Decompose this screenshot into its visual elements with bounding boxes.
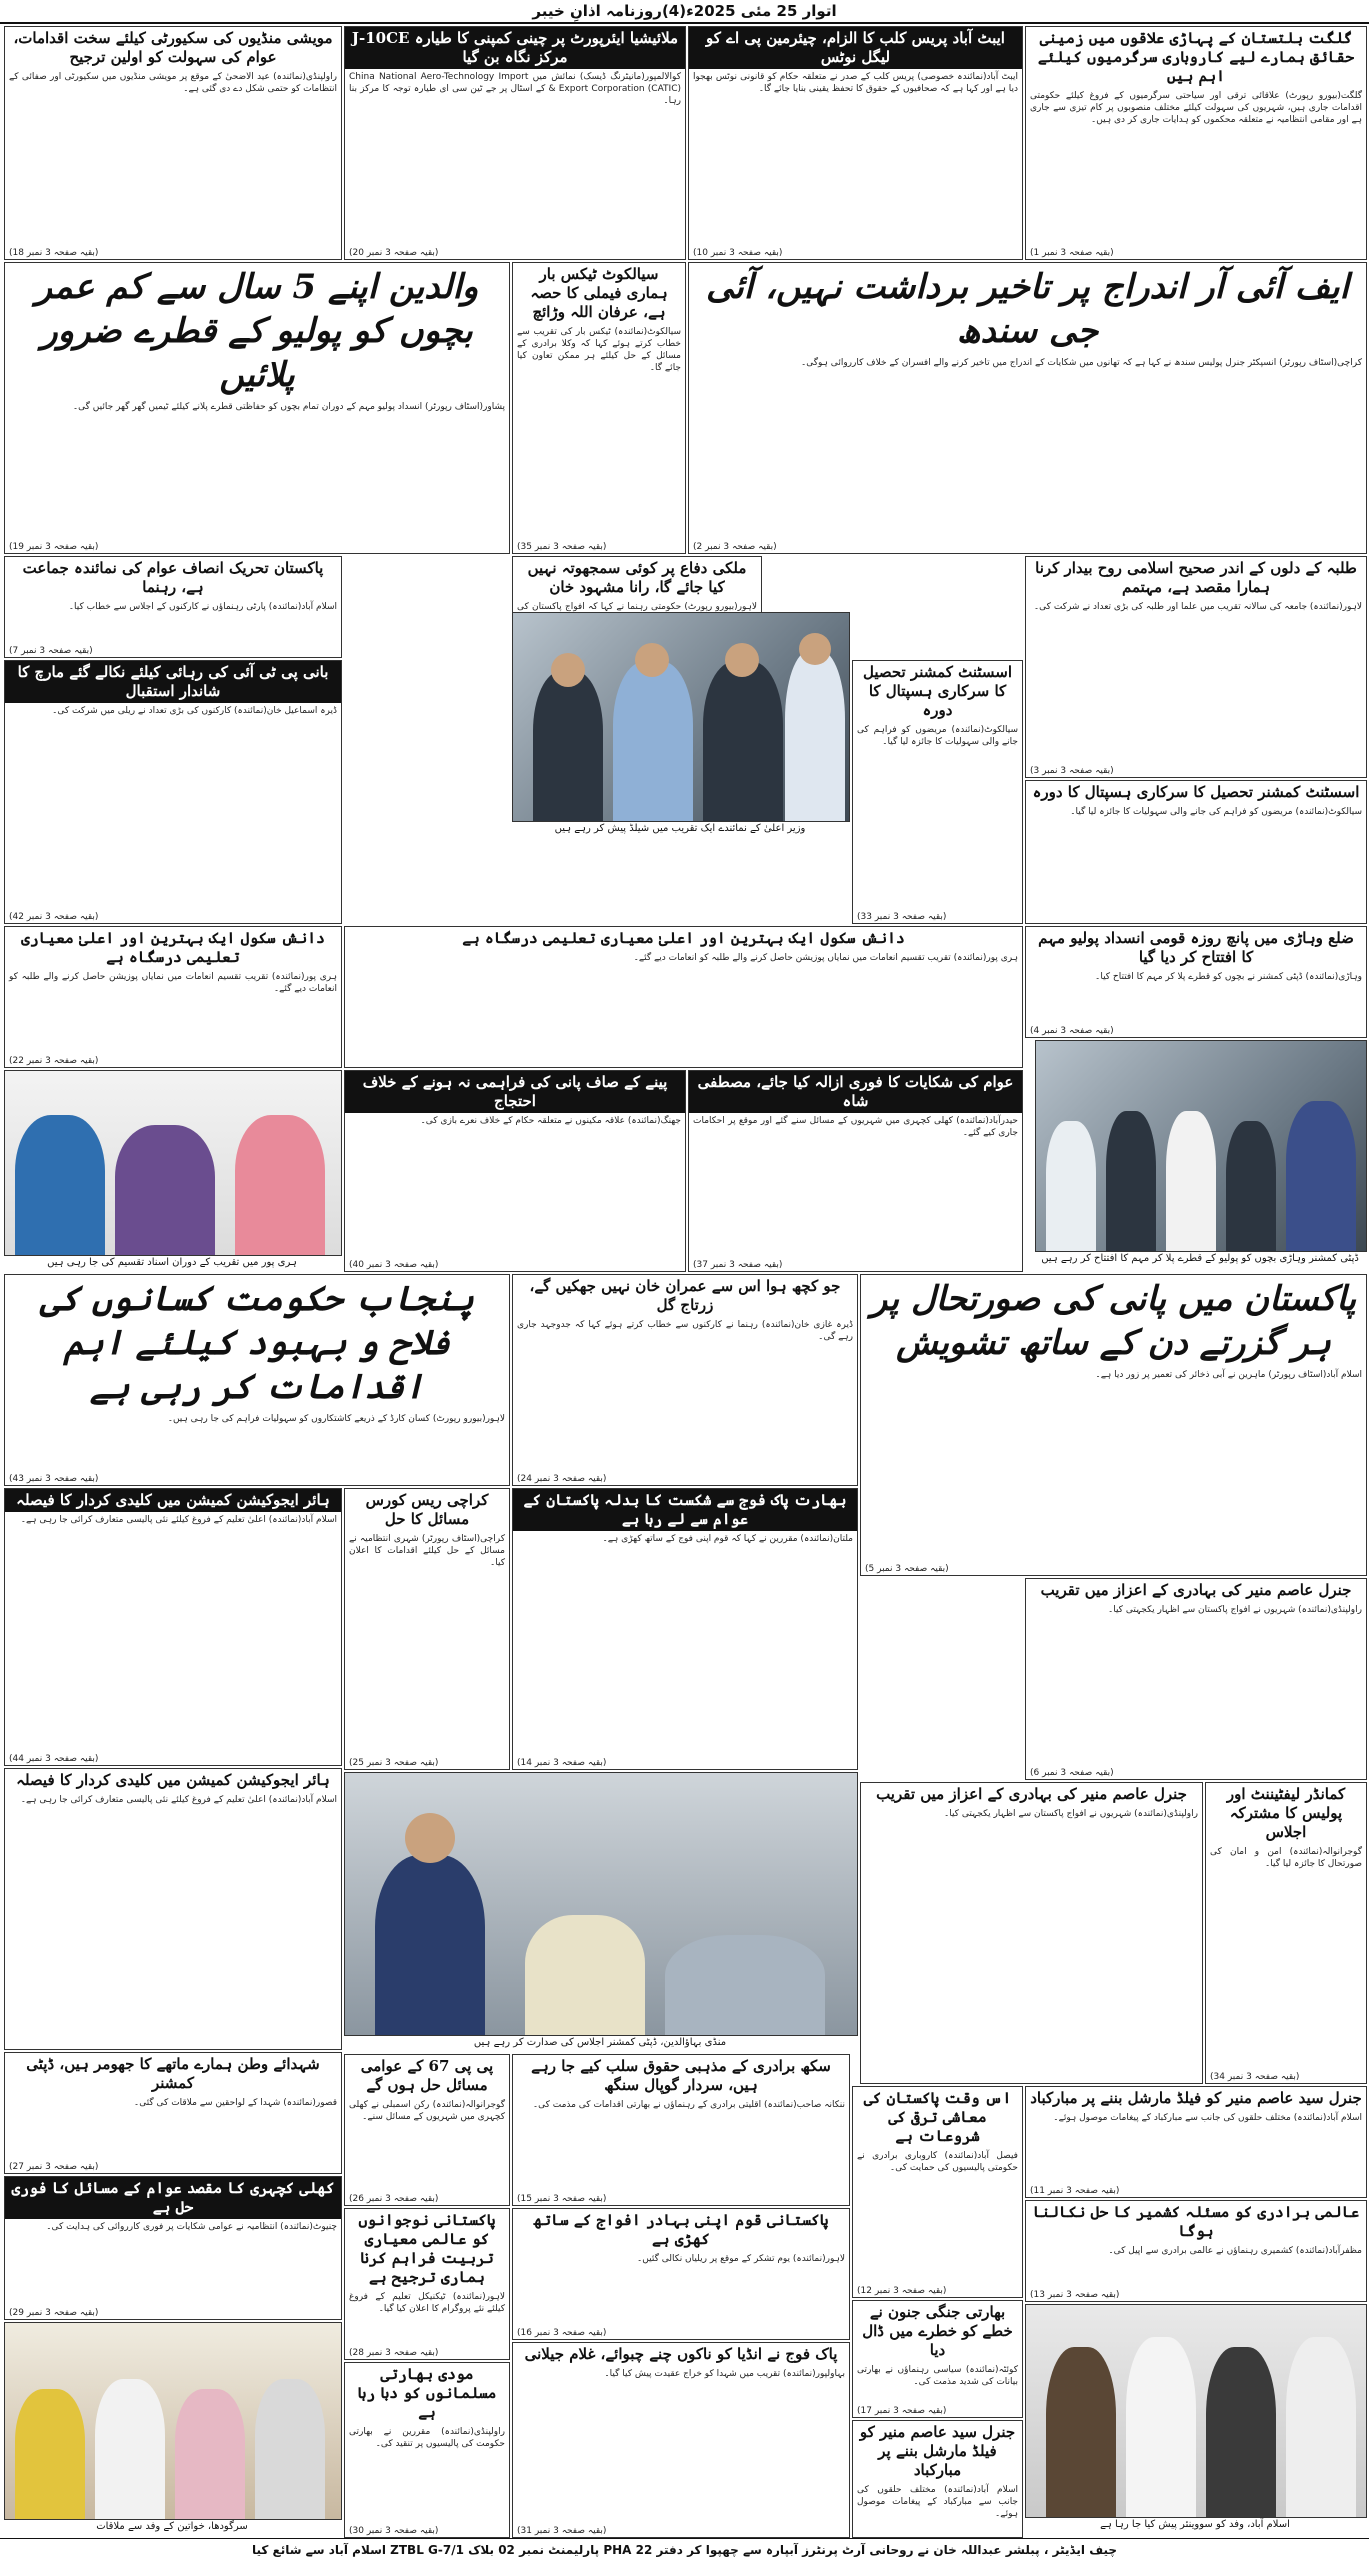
imprint-footer: چیف ایڈیٹر ، پبلشر عبداللہ خان نے روحانی آرٹ پرنٹرز آبپارہ سے چھپوا کر دفتر PHA 22 پارلیمنٹ نمبر 02 بلاک ZTBL G-7/1 اسلام آباد سے شائع کیا: [251, 2543, 1118, 2557]
article-body: کراچی(اسٹاف رپورٹر) انسپکٹر جنرل پولیس سندھ نے کہا ہے کہ تھانوں میں شکایات کے اندراج میں تاخیر کرنے والے افسران کے خلاف کارروائی ہوگی۔: [800, 358, 1362, 368]
article-a8: [1025, 556, 1367, 778]
article-a7: [4, 262, 510, 554]
article-a5: [688, 262, 1367, 554]
photo-award-ceremony: [512, 612, 850, 822]
masthead: [0, 0, 1369, 22]
headline: جنرل عاصم منیر کی بہادری کے اعزاز میں تقریب: [1040, 1581, 1352, 1599]
headline: جو کچھ ہوا اس سے عمران خان نہیں جھکیں گے، زرتاج گل: [529, 1277, 841, 1314]
article-mid-strip: [344, 926, 1023, 1068]
person-figure: [1046, 2347, 1116, 2517]
article-body: اسلام آباد(نمائندہ) اعلیٰ تعلیم کے فروغ کیلئے نئی پالیسی متعارف کرائی جا رہی ہے۔: [20, 1515, 337, 1525]
headline: پاکستان تحریک انصاف عوام کی نمائندہ جماعت ہے، رہنما: [22, 559, 324, 596]
masthead-rule: [0, 22, 1369, 24]
article-body: اسلام آباد(نمائندہ) اعلیٰ تعلیم کے فروغ کیلئے نئی پالیسی متعارف کرائی جا رہی ہے۔: [20, 1795, 337, 1805]
article-body: وہاڑی(نمائندہ) ڈپٹی کمشنر نے بچوں کو قطرے پلا کر مہم کا افتتاح کیا۔: [1095, 972, 1362, 982]
photo-caption: ہری پور میں تقریب کے دوران اسناد تقسیم کی جا رہی ہیں: [47, 1257, 297, 1268]
person-head: [405, 1813, 455, 1863]
continued-note: (بقیہ صفحہ 3 نمبر 16): [517, 2328, 607, 2338]
article-body: پشاور(اسٹاف رپورٹر) انسداد پولیو مہم کے دوران تمام بچوں کو حفاظتی قطرے پلانے کیلئے ٹیمیں گھر گھر جائیں گی۔: [72, 402, 505, 412]
person-figure: [95, 2379, 165, 2519]
article-a19: [4, 1274, 510, 1486]
person-figure: [1166, 1111, 1216, 1251]
headline: ایبٹ آباد پریس کلب کا الزام، چیئرمین پی اے کو لیگل نوٹس: [689, 27, 1022, 69]
photo-certificate: [4, 1070, 342, 1256]
article-a35: [344, 2208, 510, 2360]
article-body: مظفرآباد(نمائندہ) کشمیری رہنماؤں نے عالمی برادری سے اپیل کی۔: [1108, 2246, 1362, 2256]
photo-caption: سرگودھا، خواتین کے وفد سے ملاقات: [96, 2521, 248, 2532]
article-a29b: [852, 2420, 1023, 2538]
article-a18: [512, 1274, 858, 1486]
person-head: [551, 653, 585, 687]
article-body: راولپنڈی(نمائندہ) عید الاضحیٰ کے موقع پر مویشی منڈیوں میں سکیورٹی اور صفائی کے انتظامات کو حتمی شکل دے دی گئی ہے۔: [9, 72, 337, 94]
headline: طلبہ کے دلوں کے اندر صحیح اسلامی روح بیدار کرنا ہمارا مقصد ہے، مہتمم: [1035, 559, 1357, 596]
headline: پاکستان میں پانی کی صورتحال پر ہر گزرتے دن کے ساتھ تشویش: [870, 1279, 1357, 1363]
article-body: ہری پور(نمائندہ) تقریب تقسیم انعامات میں نمایاں پوزیشن حاصل کرنے والے طلبہ کو انعامات دیے گئے۔: [633, 953, 1018, 963]
article-body: گوجرانوالہ(نمائندہ) رکن اسمبلی نے کھلی کچہری میں شہریوں کے مسائل سنے۔: [349, 2100, 505, 2122]
person-figure: [115, 1125, 215, 1255]
article-a1: [1025, 26, 1367, 260]
article-body: سیالکوٹ(نمائندہ) مریضوں کو فراہم کی جانے والی سہولیات کا جائزہ لیا گیا۔: [857, 725, 1018, 747]
article-body: لاہور(نمائندہ) ٹیکنیکل تعلیم کے فروغ کیلئے نئے پروگرام کا اعلان کیا گیا۔: [349, 2292, 505, 2314]
article-a24: [1205, 1782, 1367, 2084]
headline: پی پی 67 کے عوامی مسائل حل ہوں گے: [360, 2057, 494, 2094]
article-a25: [512, 2054, 850, 2206]
headline: گلگت بلتستان کے پہاڑی علاقوں میں زمینی حقائق ہمارے لیے کاروباری سرگرمیوں کیلئے اہم ہیں: [1037, 29, 1355, 85]
article-body: فیصل آباد(نمائندہ) کاروباری برادری نے حکومتی پالیسیوں کی حمایت کی۔: [857, 2151, 1018, 2173]
headline: ضلع وہاڑی میں پانچ روزہ قومی انسداد پولیو مہم کا افتتاح کر دیا گیا: [1038, 929, 1354, 966]
headline: اسسٹنٹ کمشنر تحصیل کا سرکاری ہسپتال کا دورہ: [1032, 783, 1360, 801]
person-head: [725, 643, 759, 677]
article-a11: [4, 660, 342, 924]
photo-caption: ڈپٹی کمشنر وہاڑی بچوں کو پولیو کے قطرے پلا کر مہم کا افتتاح کر رہے ہیں: [1041, 1253, 1359, 1264]
continued-note: (بقیہ صفحہ 3 نمبر 5): [865, 1564, 949, 1574]
masthead-title: اتوار 25 مئی 2025ء(4)روزنامہ اذانِ خیبر: [532, 2, 837, 20]
article-body: راولپنڈی(نمائندہ) مقررین نے بھارتی حکومت کی پالیسیوں پر تنقید کی۔: [349, 2427, 505, 2449]
table-figure: [665, 1935, 825, 2035]
article-a23b: [4, 1768, 342, 2050]
article-body: ملتان(نمائندہ) مقررین نے کہا کہ قوم اپنی فوج کے ساتھ کھڑی ہے۔: [602, 1534, 853, 1544]
article-a29: [1025, 2086, 1367, 2198]
photo-women-delegation: [4, 2322, 342, 2520]
person-figure: [1286, 1101, 1356, 1251]
person-figure: [703, 661, 783, 821]
article-body: لاہور(بیورو رپورٹ) کسان کارڈ کے ذریعے کاشتکاروں کو سہولیات فراہم کی جا رہی ہیں۔: [167, 1414, 505, 1424]
continued-note: (بقیہ صفحہ 3 نمبر 43): [9, 1474, 99, 1484]
headline: پاکستانی قوم اپنی بہادر افواج کے ساتھ کھڑی ہے: [533, 2211, 829, 2248]
person-figure: [255, 2379, 325, 2519]
article-a36: [344, 2362, 510, 2538]
headline: کھلی کچہری کا مقصد عوام کے مسائل کا فوری حل ہے: [5, 2177, 341, 2219]
article-body: اسلام آباد(نمائندہ) مختلف حلقوں کی جانب سے مبارکباد کے پیغامات موصول ہوئے۔: [857, 2485, 1018, 2519]
article-a32: [1025, 2200, 1367, 2302]
continued-note: (بقیہ صفحہ 3 نمبر 1): [1030, 248, 1114, 258]
photo-caption: منڈی بہاؤالدین، ڈپٹی کمشنر اجلاس کی صدارت کر رہے ہیں: [473, 2037, 727, 2048]
headline: پاک فوج نے انڈیا کو ناکوں چنے چبوائے، غلام جیلانی: [524, 2345, 838, 2363]
continued-note: (بقیہ صفحہ 3 نمبر 34): [1210, 2072, 1300, 2082]
article-a21: [512, 1488, 858, 1770]
continued-note: (بقیہ صفحہ 3 نمبر 19): [9, 542, 99, 552]
headline: ملائیشیا ایئرپورٹ پر چینی کمپنی کا طیارہ J-10CE مرکز نگاہ بن گیا: [345, 27, 685, 69]
article-body: راولپنڈی(نمائندہ) شہریوں نے افواج پاکستان سے اظہار یکجہتی کیا۔: [943, 1809, 1198, 1819]
person-figure: [613, 661, 693, 821]
article-a10: [4, 556, 342, 658]
headline: ملکی دفاع پر کوئی سمجھوتہ نہیں کیا جائے گا، رانا مشہود خان: [527, 559, 747, 596]
article-a20: [1025, 1578, 1367, 1780]
article-a17: [860, 1274, 1367, 1576]
continued-note: (بقیہ صفحہ 3 نمبر 2): [693, 542, 777, 552]
article-a30: [512, 2342, 850, 2538]
headline: والدین اپنے 5 سال سے کم عمر بچوں کو پولیو کے قطرے ضرور پلائیں: [35, 267, 479, 395]
continued-note: (بقیہ صفحہ 3 نمبر 4): [1030, 1026, 1114, 1036]
article-a16: [344, 1070, 686, 1272]
person-figure: [15, 1115, 105, 1255]
person-figure: [1046, 1121, 1096, 1251]
article-a15: [688, 1070, 1023, 1272]
headline: جنرل سید عاصم منیر کو فیلڈ مارشل بننے پر مبارکباد: [1030, 2089, 1362, 2107]
article-a23: [4, 1488, 342, 1766]
continued-note: (بقیہ صفحہ 3 نمبر 14): [517, 1758, 607, 1768]
article-a12: [1025, 780, 1367, 924]
article-body: اسلام آباد(نمائندہ) مختلف حلقوں کی جانب سے مبارکباد کے پیغامات موصول ہوئے۔: [1053, 2113, 1362, 2123]
headline: ہائر ایجوکیشن کمیشن میں کلیدی کردار کا فیصلہ: [5, 1489, 341, 1512]
headline: بھارتی جنگی جنون نے خطے کو خطرے میں ڈال دیا: [862, 2303, 1013, 2359]
headline: شہدائے وطن ہمارے ماتھے کا جھومر ہیں، ڈپٹی کمشنر: [26, 2055, 320, 2092]
continued-note: (بقیہ صفحہ 3 نمبر 33): [857, 912, 947, 922]
continued-note: (بقیہ صفحہ 3 نمبر 22): [9, 1056, 99, 1066]
article-a28: [4, 2176, 342, 2320]
photo-polio-campaign: [1035, 1040, 1367, 1252]
person-head: [799, 633, 831, 665]
headline: ایف آئی آر اندراج پر تاخیر برداشت نہیں، آئی جی سندھ: [706, 267, 1349, 351]
photo-souvenir: [1025, 2304, 1367, 2518]
continued-note: (بقیہ صفحہ 3 نمبر 26): [349, 2194, 439, 2204]
continued-note: (بقیہ صفحہ 3 نمبر 3): [1030, 766, 1114, 776]
continued-note: (بقیہ صفحہ 3 نمبر 12): [857, 2286, 947, 2296]
continued-note: (بقیہ صفحہ 3 نمبر 29): [9, 2308, 99, 2318]
person-figure: [525, 1915, 645, 2035]
article-body: جھنگ(نمائندہ) علاقہ مکینوں نے متعلقہ حکام کے خلاف نعرے بازی کی۔: [420, 1116, 681, 1126]
article-a31: [852, 2086, 1023, 2298]
photo-meeting: [344, 1772, 858, 2036]
article-a27: [4, 2052, 342, 2174]
headline: کمانڈر لیفٹیننٹ اور پولیس کا مشترکہ اجلاس: [1226, 1785, 1346, 1841]
headline: اسسٹنٹ کمشنر تحصیل کا سرکاری ہسپتال کا دورہ: [862, 663, 1013, 719]
article-body: لاہور(بیورو رپورٹ) حکومتی رہنما نے کہا کہ افواج پاکستان کی: [517, 602, 757, 612]
article-body: ہری پور(نمائندہ) تقریب تقسیم انعامات میں نمایاں پوزیشن حاصل کرنے والے طلبہ کو انعامات دیے گئے۔: [9, 972, 337, 994]
continued-note: (بقیہ صفحہ 3 نمبر 6): [1030, 1768, 1114, 1778]
article-body: اسلام آباد(اسٹاف رپورٹر) ماہرین نے آبی ذخائر کی تعمیر پر زور دیا ہے۔: [1095, 1370, 1362, 1380]
article-body: سیالکوٹ(نمائندہ) مریضوں کو فراہم کی جانے والی سہولیات کا جائزہ لیا گیا۔: [1070, 807, 1362, 817]
photo-caption: وزیر اعلیٰ کے نمائندے ایک تقریب میں شیلڈ پیش کر رہے ہیں: [554, 823, 806, 834]
person-figure: [235, 1115, 325, 1255]
article-a13: [1025, 926, 1367, 1038]
article-body: ننکانہ صاحب(نمائندہ) اقلیتی برادری کے رہنماؤں نے بھارتی اقدامات کی مذمت کی۔: [532, 2100, 845, 2110]
photo-caption: اسلام آباد، وفد کو سووینئر پیش کیا جا رہا ہے: [1100, 2519, 1290, 2530]
article-body: کوئٹہ(نمائندہ) سیاسی رہنماؤں نے بھارتی بیانات کی شدید مذمت کی۔: [857, 2365, 1018, 2387]
article-body: اسلام آباد(نمائندہ) پارٹی رہنماؤں نے کارکنوں کے اجلاس سے خطاب کیا۔: [68, 602, 337, 612]
person-head: [635, 643, 669, 677]
article-body: کراچی(اسٹاف رپورٹر) شہری انتظامیہ نے مسائل کے حل کیلئے اقدامات کا اعلان کیا۔: [349, 1534, 505, 1568]
continued-note: (بقیہ صفحہ 3 نمبر 7): [9, 646, 93, 656]
continued-note: (بقیہ صفحہ 3 نمبر 17): [857, 2406, 947, 2416]
person-figure: [1226, 1121, 1276, 1251]
article-body: کوالالمپور(مانیٹرنگ ڈیسک) نمائش میں China National Aero-Technology Import & Export Corporation (CATIC) کے اسٹال پر جے ٹین سی ای طیارہ توجہ کا مرکز بنا رہا۔: [349, 72, 681, 106]
headline: بانی پی ٹی آئی کی رہائی کیلئے نکالے گئے مارچ کا شاندار استقبال: [5, 661, 341, 703]
article-body: گوجرانوالہ(نمائندہ) امن و امان کی صورتحال کا جائزہ لیا گیا۔: [1210, 1847, 1362, 1869]
headline: کراچی ریس کورس مسائل کا حل: [365, 1491, 489, 1528]
headline: اس وقت پاکستان کی معاشی ترقی کی شروعات ہے: [863, 2089, 1012, 2145]
headline: دانش سکول ایک بہترین اور اعلیٰ معیاری تعلیمی درسگاہ ہے: [462, 929, 905, 947]
article-body: گلگت(بیورو رپورٹ) علاقائی ترقی اور سیاحتی سرگرمیوں کے فروغ کیلئے حکومتی اقدامات جاری ہیں، شہریوں کی سہولت کیلئے مختلف منصوبوں پر کام تیزی سے جاری ہے اور مقامی انتظامیہ نے متعلقہ محکموں کو ہدایات جاری کر دی ہیں۔: [1030, 91, 1362, 125]
continued-note: (بقیہ صفحہ 3 نمبر 13): [1030, 2290, 1120, 2300]
headline: پینے کے صاف پانی کی فراہمی نہ ہونے کے خلاف احتجاج: [345, 1071, 685, 1113]
continued-note: (بقیہ صفحہ 3 نمبر 28): [349, 2348, 439, 2358]
article-a4: [4, 26, 342, 260]
headline: سیالکوٹ ٹیکس بار ہماری فیملی کا حصہ ہے، عرفان اللہ وڑائچ: [530, 265, 668, 321]
article-body: چنیوٹ(نمائندہ) انتظامیہ نے عوامی شکایات پر فوری کارروائی کی ہدایت کی۔: [46, 2222, 337, 2232]
headline: عالمی برادری کو مسئلہ کشمیر کا حل نکالنا ہوگا: [1032, 2203, 1360, 2240]
continued-note: (بقیہ صفحہ 3 نمبر 10): [693, 248, 783, 258]
article-body: حیدرآباد(نمائندہ) کھلی کچہری میں شہریوں کے مسائل سنے گئے اور موقع پر احکامات جاری کیے گئے۔: [693, 1116, 1018, 1138]
continued-note: (بقیہ صفحہ 3 نمبر 35): [517, 542, 607, 552]
article-a14: [4, 926, 342, 1068]
continued-note: (بقیہ صفحہ 3 نمبر 20): [349, 248, 439, 258]
person-figure: [785, 651, 845, 821]
article-a2: [688, 26, 1023, 260]
continued-note: (بقیہ صفحہ 3 نمبر 27): [9, 2162, 99, 2172]
headline: دانش سکول ایک بہترین اور اعلیٰ معیاری تعلیمی درسگاہ ہے: [21, 929, 325, 966]
person-figure: [175, 2389, 245, 2519]
person-figure: [1106, 1111, 1156, 1251]
article-a3: [344, 26, 686, 260]
person-figure: [1286, 2337, 1356, 2517]
article-body: ڈیرہ اسماعیل خان(نمائندہ) کارکنوں کی بڑی تعداد نے ریلی میں شرکت کی۔: [52, 706, 337, 716]
article-a6: [512, 262, 686, 554]
headline: پنجاب حکومت کسانوں کی فلاح و بہبود کیلئے اہم اقدامات کر رہی ہے: [40, 1279, 474, 1407]
headline: ہائر ایجوکیشن کمیشن میں کلیدی کردار کا فیصلہ: [16, 1771, 330, 1789]
article-a12-side: [852, 660, 1023, 924]
headline: پاکستانی نوجوانوں کو عالمی معیاری تربیت فراہم کرنا ہماری ترجیح ہے: [358, 2211, 496, 2286]
article-body: قصور(نمائندہ) شہدا کے لواحقین سے ملاقات کی گئی۔: [133, 2098, 337, 2108]
person-figure: [1206, 2347, 1276, 2517]
article-a22: [344, 1488, 510, 1770]
continued-note: (بقیہ صفحہ 3 نمبر 18): [9, 248, 99, 258]
article-body: لاہور(نمائندہ) یوم تشکر کے موقع پر ریلیاں نکالی گئیں۔: [637, 2254, 845, 2264]
continued-note: (بقیہ صفحہ 3 نمبر 40): [349, 1260, 439, 1270]
continued-note: (بقیہ صفحہ 3 نمبر 37): [693, 1260, 783, 1270]
continued-note: (بقیہ صفحہ 3 نمبر 11): [1030, 2186, 1120, 2196]
headline: مویشی منڈیوں کی سکیورٹی کیلئے سخت اقدامات، عوام کی سہولت کو اولین ترجیح: [13, 29, 333, 66]
headline: بھارت پاک فوج سے شکست کا بدلہ پاکستان کے عوام سے لے رہا ہے: [513, 1489, 857, 1531]
headline: جنرل عاصم منیر کی بہادری کے اعزاز میں تقریب: [876, 1785, 1187, 1803]
person-figure: [533, 671, 603, 821]
continued-note: (بقیہ صفحہ 3 نمبر 24): [517, 1474, 607, 1484]
person-figure: [375, 1855, 485, 2035]
article-body: لاہور(نمائندہ) جامعہ کی سالانہ تقریب میں علما اور طلبہ کی بڑی تعداد نے شرکت کی۔: [1033, 602, 1362, 612]
footer-rule: [0, 2538, 1369, 2539]
article-a34: [344, 2054, 510, 2206]
continued-note: (بقیہ صفحہ 3 نمبر 42): [9, 912, 99, 922]
article-body: راولپنڈی(نمائندہ) شہریوں نے افواج پاکستان سے اظہار یکجہتی کیا۔: [1107, 1605, 1362, 1615]
headline: سکھ برادری کے مذہبی حقوق سلب کیے جا رہے ہیں، سردار گوپال سنگھ: [531, 2057, 831, 2094]
continued-note: (بقیہ صفحہ 3 نمبر 31): [517, 2526, 607, 2536]
headline: جنرل سید عاصم منیر کو فیلڈ مارشل بننے پر مبارکباد: [859, 2423, 1016, 2479]
article-a33: [852, 2300, 1023, 2418]
article-a20b: [860, 1782, 1203, 2084]
person-figure: [1126, 2337, 1196, 2517]
article-a26: [512, 2208, 850, 2340]
headline: عوام کی شکایات کا فوری ازالہ کیا جائے، مصطفی شاہ: [689, 1071, 1022, 1113]
article-body: سیالکوٹ(نمائندہ) ٹیکس بار کی تقریب سے خطاب کرتے ہوئے کہا کہ وکلا برادری کے مسائل کے حل کیلئے ہر ممکن تعاون کیا جائے گا۔: [517, 327, 681, 373]
headline: مودی بھارتی مسلمانوں کو دبا رہا ہے: [357, 2365, 497, 2421]
person-figure: [15, 2389, 85, 2519]
article-body: ایبٹ آباد(نمائندہ خصوصی) پریس کلب کے صدر نے متعلقہ حکام کو قانونی نوٹس بھجوا دیا ہے اور کہا ہے کہ صحافیوں کے حقوق کا تحفظ یقینی بنایا جائے گا۔: [693, 72, 1018, 94]
continued-note: (بقیہ صفحہ 3 نمبر 15): [517, 2194, 607, 2204]
article-body: بہاولپور(نمائندہ) تقریب میں شہدا کو خراج عقیدت پیش کیا گیا۔: [604, 2369, 845, 2379]
continued-note: (بقیہ صفحہ 3 نمبر 30): [349, 2526, 439, 2536]
article-body: ڈیرہ غازی خان(نمائندہ) رہنما نے کارکنوں سے خطاب کرتے ہوئے کہا کہ جدوجہد جاری رہے گی۔: [517, 1320, 853, 1342]
continued-note: (بقیہ صفحہ 3 نمبر 25): [349, 1758, 439, 1768]
continued-note: (بقیہ صفحہ 3 نمبر 44): [9, 1754, 99, 1764]
